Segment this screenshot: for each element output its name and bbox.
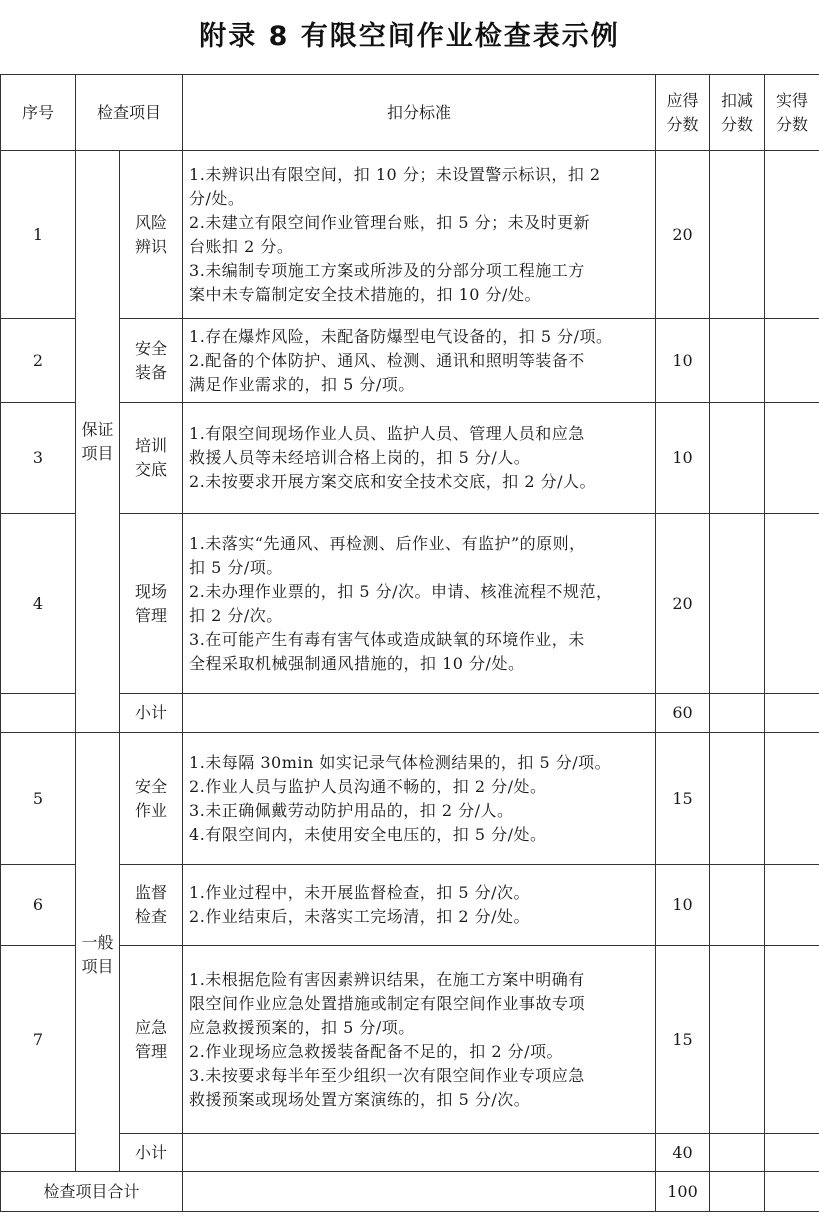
header-item: 检查项目 bbox=[76, 75, 183, 151]
group-general: 一般 项目 bbox=[76, 733, 120, 1172]
page-title: 附录 8 有限空间作业检查表示例 bbox=[199, 21, 620, 52]
group-guarantee: 保证 项目 bbox=[76, 151, 120, 733]
subtotal-seq-empty bbox=[1, 1134, 76, 1172]
row-deduct-cell[interactable] bbox=[710, 319, 765, 403]
total-row bbox=[1, 1172, 819, 1212]
subtotal-score: 60 bbox=[656, 694, 710, 733]
row-seq: 3 bbox=[1, 403, 76, 514]
row-seq: 2 bbox=[1, 319, 76, 403]
row-actual-cell[interactable] bbox=[765, 733, 819, 865]
row-deduct-cell[interactable] bbox=[710, 514, 765, 694]
header-seq: 序号 bbox=[1, 75, 76, 151]
total-score: 100 bbox=[656, 1172, 710, 1212]
row-actual-cell[interactable] bbox=[765, 151, 819, 319]
row-seq: 4 bbox=[1, 514, 76, 694]
subtotal-score: 40 bbox=[656, 1134, 710, 1172]
row-deduct-cell[interactable] bbox=[710, 733, 765, 865]
inspection-table bbox=[0, 74, 819, 1212]
subtotal-criteria-empty bbox=[183, 1134, 656, 1172]
row-actual-cell[interactable] bbox=[765, 865, 819, 946]
row-criteria: 1.存在爆炸风险，未配备防爆型电气设备的，扣 5 分/项。 2.配备的个体防护、通风、检测、通讯和照明等装备不 满足作业需求的，扣 5 分/项。 bbox=[183, 319, 656, 403]
row-item: 安全 作业 bbox=[120, 733, 183, 865]
header-deduct-score: 扣减 分数 bbox=[710, 75, 765, 151]
row-seq: 7 bbox=[1, 946, 76, 1134]
row-actual-cell[interactable] bbox=[765, 403, 819, 514]
subtotal-label: 小计 bbox=[120, 694, 183, 733]
table-row bbox=[1, 403, 819, 514]
header-full-score: 应得 分数 bbox=[656, 75, 710, 151]
table-row bbox=[1, 319, 819, 403]
table-row bbox=[1, 151, 819, 319]
row-item: 培训 交底 bbox=[120, 403, 183, 514]
total-criteria-empty bbox=[183, 1172, 656, 1212]
row-criteria: 1.未根据危险有害因素辨识结果，在施工方案中明确有 限空间作业应急处置措施或制定有限空间作业事故专项 应急救援预案的，扣 5 分/项。 2.作业现场应急救援装备配备不足的，扣 2 分/项。 3.未按要求每半年至少组织一次有限空间作业专项应急 救援预案或现场处置方案演练的，扣 5 分/次。 bbox=[183, 946, 656, 1134]
row-score: 20 bbox=[656, 514, 710, 694]
row-actual-cell[interactable] bbox=[765, 946, 819, 1134]
row-deduct-cell[interactable] bbox=[710, 865, 765, 946]
row-criteria: 1.未每隔 30min 如实记录气体检测结果的，扣 5 分/项。 2.作业人员与监护人员沟通不畅的，扣 2 分/处。 3.未正确佩戴劳动防护用品的，扣 2 分/人。 4.有限空间内，未使用安全电压的，扣 5 分/处。 bbox=[183, 733, 656, 865]
subtotal-actual-cell[interactable] bbox=[765, 694, 819, 733]
row-item: 现场 管理 bbox=[120, 514, 183, 694]
row-deduct-cell[interactable] bbox=[710, 946, 765, 1134]
subtotal-row bbox=[1, 1134, 819, 1172]
row-seq: 1 bbox=[1, 151, 76, 319]
row-actual-cell[interactable] bbox=[765, 319, 819, 403]
row-score: 20 bbox=[656, 151, 710, 319]
row-criteria: 1.未辨识出有限空间，扣 10 分；未设置警示标识，扣 2 分/处。 2.未建立有限空间作业管理台账，扣 5 分；未及时更新 台账扣 2 分。 3.未编制专项施工方案或所涉及的分部分项工程施工方 案中未专篇制定安全技术措施的，扣 10 分/处。 bbox=[183, 151, 656, 319]
row-score: 10 bbox=[656, 865, 710, 946]
row-criteria: 1.有限空间现场作业人员、监护人员、管理人员和应急 救援人员等未经培训合格上岗的，扣 5 分/人。 2.未按要求开展方案交底和安全技术交底，扣 2 分/人。 bbox=[183, 403, 656, 514]
row-score: 10 bbox=[656, 319, 710, 403]
subtotal-seq-empty bbox=[1, 694, 76, 733]
row-item: 安全 装备 bbox=[120, 319, 183, 403]
row-deduct-cell[interactable] bbox=[710, 403, 765, 514]
total-actual-cell[interactable] bbox=[765, 1172, 819, 1212]
row-criteria: 1.作业过程中，未开展监督检查，扣 5 分/次。 2.作业结束后，未落实工完场清，扣 2 分/处。 bbox=[183, 865, 656, 946]
header-actual-score: 实得 分数 bbox=[765, 75, 819, 151]
subtotal-row bbox=[1, 694, 819, 733]
header-criteria: 扣分标准 bbox=[183, 75, 656, 151]
row-score: 10 bbox=[656, 403, 710, 514]
table-row bbox=[1, 733, 819, 865]
row-deduct-cell[interactable] bbox=[710, 151, 765, 319]
row-criteria: 1.未落实“先通风、再检测、后作业、有监护”的原则， 扣 5 分/项。 2.未办理作业票的，扣 5 分/次。申请、核准流程不规范， 扣 2 分/次。 3.在可能产生有毒有害气体或造成缺氧的环境作业，未 全程采取机械强制通风措施的，扣 10 分/处。 bbox=[183, 514, 656, 694]
subtotal-deduct-cell[interactable] bbox=[710, 694, 765, 733]
row-item: 应急 管理 bbox=[120, 946, 183, 1134]
table-row bbox=[1, 514, 819, 694]
total-deduct-cell[interactable] bbox=[710, 1172, 765, 1212]
row-item: 监督 检查 bbox=[120, 865, 183, 946]
table-row bbox=[1, 865, 819, 946]
row-seq: 5 bbox=[1, 733, 76, 865]
subtotal-deduct-cell[interactable] bbox=[710, 1134, 765, 1172]
subtotal-label: 小计 bbox=[120, 1134, 183, 1172]
total-label: 检查项目合计 bbox=[1, 1172, 183, 1212]
subtotal-criteria-empty bbox=[183, 694, 656, 733]
table-row bbox=[1, 946, 819, 1134]
row-seq: 6 bbox=[1, 865, 76, 946]
row-score: 15 bbox=[656, 733, 710, 865]
row-actual-cell[interactable] bbox=[765, 514, 819, 694]
header-row bbox=[1, 75, 819, 151]
row-score: 15 bbox=[656, 946, 710, 1134]
subtotal-actual-cell[interactable] bbox=[765, 1134, 819, 1172]
row-item: 风险 辨识 bbox=[120, 151, 183, 319]
